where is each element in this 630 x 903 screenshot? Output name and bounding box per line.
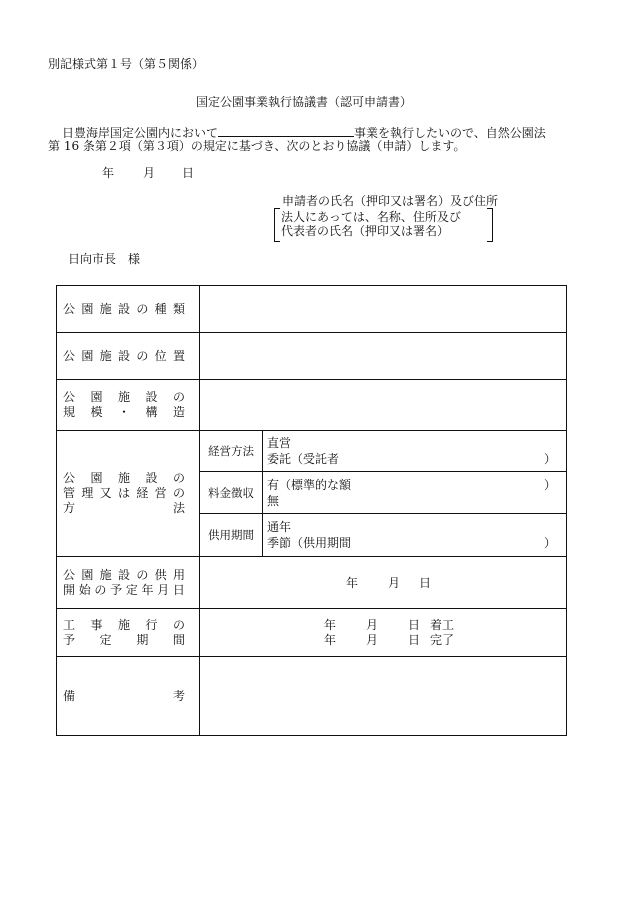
label-char: 構: [145, 405, 158, 419]
label-char: 設: [145, 390, 158, 404]
label-char: の: [172, 486, 185, 500]
value-facility-scale[interactable]: [200, 380, 567, 431]
construction-end: [200, 633, 566, 648]
value-remarks[interactable]: [200, 657, 567, 736]
option-consignment-text: 委託（受託者: [267, 452, 340, 466]
label-char: 位: [154, 349, 167, 363]
project-name-blank[interactable]: [218, 125, 354, 137]
option-fee-yes-close: ）: [543, 477, 556, 492]
label-char: 施: [99, 302, 112, 316]
value-start-date[interactable]: [200, 557, 567, 609]
label-char: 種: [154, 302, 167, 316]
label-char: 公: [63, 302, 76, 316]
label-char: 類: [172, 302, 185, 316]
option-fee-yes: [263, 477, 566, 493]
label-char: 園: [81, 567, 94, 582]
label-char: 管: [63, 486, 76, 500]
body-line-1-suffix: 事業を執行したいので、自然公園法: [354, 126, 546, 140]
label-char: 備: [63, 689, 76, 703]
option-direct: [263, 435, 566, 451]
option-year-round-text: 通年: [267, 520, 292, 534]
label-char: 設: [145, 471, 158, 485]
label-char: 模: [90, 405, 103, 419]
label-char: 工: [63, 617, 76, 632]
label-char: 用: [172, 567, 185, 582]
table-row-management: [57, 431, 567, 472]
option-seasonal-close: ）: [543, 536, 556, 550]
option-fee-no-text: 無: [267, 493, 280, 508]
label-char: ・: [117, 405, 130, 419]
label-char: 供: [154, 567, 167, 582]
value-facility-location[interactable]: [200, 333, 567, 380]
option-fee-no: [263, 493, 566, 509]
label-char: 公: [63, 567, 76, 582]
label-char: 公: [63, 390, 76, 404]
label-remarks: [57, 657, 200, 736]
label-construction-period: [57, 609, 200, 657]
construction-end-month: 月: [366, 632, 379, 647]
label-fee-collection: 料金徴収: [200, 472, 263, 514]
label-char: の: [136, 349, 149, 363]
option-year-round: [263, 519, 566, 535]
label-char: 設: [117, 302, 130, 316]
table-row-facility-type: [57, 286, 567, 333]
table-row-start-date: [57, 557, 567, 609]
label-char: 園: [81, 349, 94, 363]
body-line-2: 第 16 条第２項（第３項）の規定に基づき、次のとおり協議（申請）します。: [48, 139, 466, 153]
label-char: 施: [117, 617, 130, 632]
label-start-date: [57, 557, 200, 609]
label-char: の: [172, 390, 185, 404]
label-facility-location: [57, 333, 200, 380]
label-char: 設: [117, 567, 130, 582]
label-char: 営: [154, 486, 167, 500]
start-day: 日: [418, 576, 431, 590]
application-form-table: [56, 285, 567, 736]
label-char: の: [136, 302, 149, 316]
table-row-construction: [57, 609, 567, 657]
construction-start-suffix: 着工: [430, 617, 455, 632]
label-char: 事: [90, 617, 103, 632]
label-char: 定: [99, 632, 112, 647]
construction-start: [200, 618, 566, 633]
construction-end-day: 日: [408, 632, 421, 647]
option-seasonal: [263, 535, 566, 551]
label-char: の: [136, 567, 149, 582]
value-construction-period[interactable]: [200, 609, 567, 657]
value-facility-type[interactable]: [200, 286, 567, 333]
table-row-facility-location: [57, 333, 567, 380]
label-char: の: [94, 582, 107, 597]
label-char: 始: [78, 582, 91, 597]
label-char: 施: [99, 349, 112, 363]
table-row-remarks: [57, 657, 567, 736]
label-char: 公: [63, 349, 76, 363]
label-char: 日: [172, 582, 185, 597]
form-number: 別記様式第１号（第５関係）: [48, 57, 205, 71]
applicant-line-2: 法人にあっては、名称、住所及び: [281, 210, 461, 224]
construction-start-year: 年: [324, 617, 337, 632]
label-char: 置: [172, 349, 185, 363]
body-line-1: [62, 125, 546, 139]
construction-end-year: 年: [324, 632, 337, 647]
label-char: 園: [90, 390, 103, 404]
label-char: 施: [117, 390, 130, 404]
label-char: 園: [90, 471, 103, 485]
label-char: 施: [117, 471, 130, 485]
label-char: の: [172, 471, 185, 485]
label-char: 理: [81, 486, 94, 500]
label-char: 造: [172, 405, 185, 419]
label-char: 設: [117, 349, 130, 363]
label-management: [57, 431, 200, 557]
label-char: 又: [99, 486, 112, 500]
label-char: 年: [141, 582, 154, 597]
label-char: 間: [172, 632, 185, 647]
applicant-line-1: 申請者の氏名（押印又は署名）及び住所: [282, 194, 499, 208]
option-consignment: [263, 451, 566, 467]
body-line-1-prefix: 日豊海岸国定公園内において: [62, 126, 219, 140]
label-operation-method: 経営方法: [200, 431, 263, 472]
applicant-line-3: 代表者の氏名（押印又は署名）: [281, 224, 450, 238]
table-row-facility-scale: [57, 380, 567, 431]
label-facility-scale: [57, 380, 200, 431]
label-facility-type: [57, 286, 200, 333]
label-char: 開: [63, 582, 76, 597]
option-direct-text: 直営: [267, 436, 292, 450]
label-char: 月: [157, 582, 170, 597]
label-char: 行: [145, 617, 158, 632]
date-month: 月: [143, 166, 156, 180]
label-char: 考: [172, 689, 185, 703]
document-title: 国定公園事業執行協議書（認可申請書）: [196, 95, 413, 109]
construction-start-day: 日: [408, 617, 421, 632]
construction-end-suffix: 完了: [430, 632, 455, 647]
label-char: 経: [136, 486, 149, 500]
date-day: 日: [182, 166, 195, 180]
date-year: 年: [102, 166, 115, 180]
construction-start-month: 月: [366, 617, 379, 632]
label-char: 施: [99, 567, 112, 582]
value-operation-method[interactable]: [263, 431, 567, 472]
label-char: 公: [63, 471, 76, 485]
start-month: 月: [387, 576, 400, 590]
option-fee-yes-text: 有（標準的な額: [267, 477, 352, 492]
label-char: 法: [172, 501, 185, 515]
label-char: 方: [63, 501, 76, 515]
label-char: 園: [81, 302, 94, 316]
label-char: 予: [63, 632, 76, 647]
option-consignment-close: ）: [543, 452, 556, 466]
label-char: の: [172, 617, 185, 632]
applicant-bracket-left: [274, 208, 280, 242]
label-char: 定: [125, 582, 138, 597]
applicant-bracket-right: [487, 208, 493, 242]
start-year: 年: [345, 576, 358, 590]
option-seasonal-text: 季節（供用期間: [267, 536, 352, 550]
addressee: 日向市長 様: [68, 252, 141, 266]
value-service-period[interactable]: [263, 514, 567, 557]
label-char: は: [117, 486, 130, 500]
label-char: 期: [136, 632, 149, 647]
label-service-period: 供用期間: [200, 514, 263, 557]
value-fee-collection[interactable]: [263, 472, 567, 514]
label-char: 予: [110, 582, 123, 597]
label-char: 規: [63, 405, 76, 419]
